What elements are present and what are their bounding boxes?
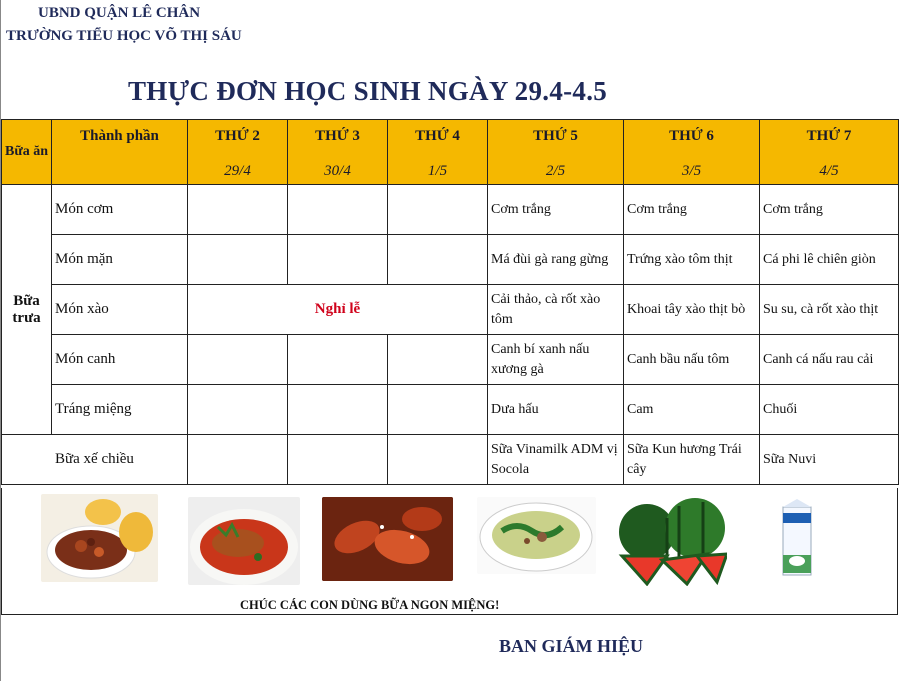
- header-date-thu2: 29/4: [188, 158, 288, 185]
- cell-food: Sữa Kun hương Trái cây: [624, 435, 760, 485]
- cell-food: Khoai tây xào thịt bò: [624, 285, 760, 335]
- cell-food: Canh bầu nấu tôm: [624, 335, 760, 385]
- cell-empty: [188, 385, 288, 435]
- cell-empty: [288, 185, 388, 235]
- header-day-thu2: THỨ 2: [188, 120, 288, 159]
- table-row: [2, 235, 899, 285]
- header-day-thu6: THỨ 6: [624, 120, 760, 159]
- beef-stew-image: [41, 494, 158, 582]
- row-label-rice: Món cơm: [52, 185, 188, 235]
- header-day-thu3: THỨ 3: [288, 120, 388, 159]
- cell-empty: [288, 435, 388, 485]
- row-label-snack: Bữa xế chiều: [2, 435, 188, 485]
- board-signature: BAN GIÁM HIỆU: [499, 636, 644, 656]
- cell-empty: [188, 435, 288, 485]
- cell-empty: [288, 235, 388, 285]
- cell-food: Dưa hấu: [488, 385, 624, 435]
- menu-table: [1, 119, 899, 485]
- cell-food: Canh cá nấu rau cải: [760, 335, 899, 385]
- cell-food: Canh bí xanh nấu xương gà: [488, 335, 624, 385]
- table-row: [2, 435, 899, 485]
- cell-food: Má đùi gà rang gừng: [488, 235, 624, 285]
- cell-food: Trứng xào tôm thịt: [624, 235, 760, 285]
- cell-food: Cam: [624, 385, 760, 435]
- cell-food: Cơm trắng: [624, 185, 760, 235]
- header-date-thu4: 1/5: [388, 158, 488, 185]
- cell-food: Cơm trắng: [760, 185, 899, 235]
- cell-food: Cải thảo, cà rốt xào tôm: [488, 285, 624, 335]
- header-component: Thành phần: [52, 120, 188, 185]
- header-date-thu5: 2/5: [488, 158, 624, 185]
- fish-tomato-image: [188, 497, 300, 585]
- cell-empty: [388, 235, 488, 285]
- row-label-dessert: Tráng miệng: [52, 385, 188, 435]
- cell-empty: [388, 185, 488, 235]
- lunch-label: Bữa trưa: [2, 185, 52, 435]
- cell-empty: [188, 185, 288, 235]
- header-row-days: [2, 120, 899, 159]
- table-row: [2, 285, 899, 335]
- header-day-thu5: THỨ 5: [488, 120, 624, 159]
- cell-empty: [388, 385, 488, 435]
- cell-empty: [188, 335, 288, 385]
- cell-food: Chuối: [760, 385, 899, 435]
- cell-food: Sữa Vinamilk ADM vị Socola: [488, 435, 624, 485]
- table-row: [2, 385, 899, 435]
- header-date-thu3: 30/4: [288, 158, 388, 185]
- org-line-1: UBND QUẬN LÊ CHÂN: [38, 5, 201, 21]
- cell-empty: [388, 435, 488, 485]
- table-row: [2, 185, 899, 235]
- header-date-thu7: 4/5: [760, 158, 899, 185]
- goodbye-message: CHÚC CÁC CON DÙNG BỮA NGON MIỆNG!: [240, 598, 500, 612]
- cell-empty: [388, 335, 488, 385]
- page-title: THỰC ĐƠN HỌC SINH NGÀY 29.4-4.5: [128, 76, 608, 106]
- cell-empty: [288, 335, 388, 385]
- row-label-main: Món mặn: [52, 235, 188, 285]
- chicken-wings-image: [322, 497, 453, 581]
- vegetable-soup-image: [477, 497, 596, 574]
- header-meal: Bữa ăn: [2, 120, 52, 185]
- header-date-thu6: 3/5: [624, 158, 760, 185]
- watermelon-image: [617, 498, 727, 586]
- cell-food: Su su, cà rốt xào thịt: [760, 285, 899, 335]
- holiday-label: Nghỉ lễ: [188, 285, 488, 335]
- table-row: [2, 335, 899, 385]
- cell-food: Cá phi lê chiên giòn: [760, 235, 899, 285]
- header-day-thu4: THỨ 4: [388, 120, 488, 159]
- cell-food: Cơm trắng: [488, 185, 624, 235]
- food-pictures-panel: [1, 488, 898, 615]
- header-day-thu7: THỨ 7: [760, 120, 899, 159]
- row-label-stirfry: Món xào: [52, 285, 188, 335]
- row-label-soup: Món canh: [52, 335, 188, 385]
- milk-carton-image: [779, 499, 815, 577]
- cell-food: Sữa Nuvi: [760, 435, 899, 485]
- cell-empty: [288, 385, 388, 435]
- org-line-2: TRƯỜNG TIỂU HỌC VÕ THỊ SÁU: [6, 28, 242, 44]
- cell-empty: [188, 235, 288, 285]
